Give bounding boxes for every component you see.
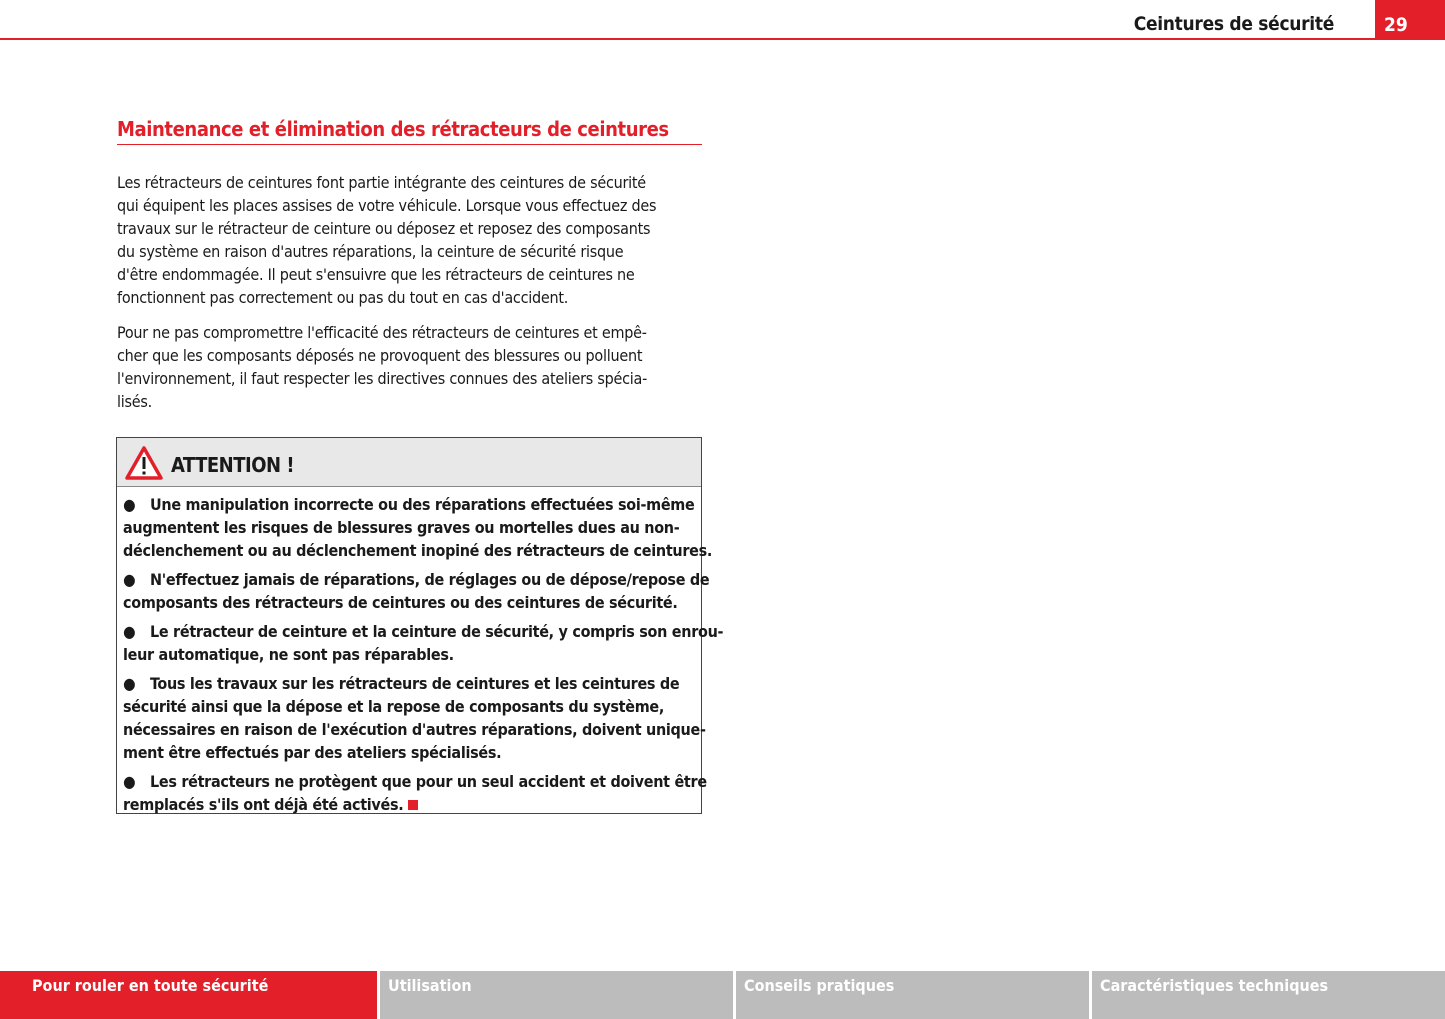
tab-caracteristiques-techniques[interactable]: Caractéristiques techniques <box>1092 971 1445 1019</box>
warning-list <box>117 493 724 816</box>
text-line: fonctionnent pas correctement ou pas du tout en cas d'accident. <box>117 288 569 307</box>
tab-pour-rouler-en-toute-securite[interactable]: Pour rouler en toute sécurité <box>0 971 377 1019</box>
warning-title: ATTENTION ! <box>171 453 295 477</box>
bullet-icon: ● <box>123 570 136 589</box>
text-line: N'effectuez jamais de réparations, de réglages ou de dépose/repose de <box>150 570 710 589</box>
text-line: Une manipulation incorrecte ou des réparations effectuées soi-même <box>150 495 695 514</box>
text-line: Les rétracteurs ne protègent que pour un seul accident et doivent être <box>150 772 707 791</box>
text-line: sécurité ainsi que la dépose et la repose de composants du système, <box>123 697 665 716</box>
text-line: remplacés s'ils ont déjà été activés. <box>123 795 404 814</box>
header-rule <box>0 38 1445 40</box>
warning-item <box>123 672 706 764</box>
text-line: du système en raison d'autres réparations, la ceinture de sécurité risque <box>117 242 624 261</box>
tab-utilisation[interactable]: Utilisation <box>380 971 733 1019</box>
text-line: leur automatique, ne sont pas réparables. <box>123 645 454 664</box>
warning-item <box>123 770 707 816</box>
warning-item <box>123 620 724 666</box>
end-of-section-icon <box>408 800 418 810</box>
warning-header <box>117 438 701 487</box>
warning-item <box>123 493 713 562</box>
text-line: travaux sur le rétracteur de ceinture ou déposez et reposez des composants <box>117 219 651 238</box>
bullet-icon: ● <box>123 674 136 693</box>
text-line: Le rétracteur de ceinture et la ceinture de sécurité, y compris son enrou- <box>150 622 724 641</box>
text-line: nécessaires en raison de l'exécution d'autres réparations, doivent unique- <box>123 720 706 739</box>
text-line: Les rétracteurs de ceintures font partie intégrante des ceintures de sécurité <box>117 173 646 192</box>
text-line: Tous les travaux sur les rétracteurs de ceintures et les ceintures de <box>150 674 680 693</box>
text-line: lisés. <box>117 392 152 411</box>
text-line: ment être effectués par des ateliers spécialisés. <box>123 743 502 762</box>
bullet-icon: ● <box>123 622 136 641</box>
text-line: composants des rétracteurs de ceintures ou des ceintures de sécurité. <box>123 593 678 612</box>
bullet-icon: ● <box>123 495 136 514</box>
bullet-icon: ● <box>123 772 136 791</box>
paragraph-1 <box>117 171 707 309</box>
tab-conseils-pratiques[interactable]: Conseils pratiques <box>736 971 1089 1019</box>
text-line: l'environnement, il faut respecter les directives connues des ateliers spécia- <box>117 369 648 388</box>
chapter-title: Ceintures de sécurité <box>1133 13 1334 35</box>
text-line: qui équipent les places assises de votre véhicule. Lorsque vous effectuez des <box>117 196 657 215</box>
text-line: d'être endommagée. Il peut s'ensuivre que les rétracteurs de ceintures ne <box>117 265 635 284</box>
text-line: déclenchement ou au déclenchement inopiné des rétracteurs de ceintures. <box>123 541 713 560</box>
text-line: augmentent les risques de blessures graves ou mortelles dues au non- <box>123 518 680 537</box>
text-line: cher que les composants déposés ne provoquent des blessures ou polluent <box>117 346 643 365</box>
warning-item <box>123 568 710 614</box>
warning-box <box>116 437 724 814</box>
page-number: 29 <box>1375 0 1445 40</box>
paragraph-2 <box>117 321 707 413</box>
text-line: Pour ne pas compromettre l'efficacité des rétracteurs de ceintures et empê- <box>117 323 647 342</box>
footer-nav <box>0 971 1445 1019</box>
warning-triangle-icon <box>124 445 164 481</box>
section-title: Maintenance et élimination des rétracteurs de ceintures <box>117 117 702 145</box>
